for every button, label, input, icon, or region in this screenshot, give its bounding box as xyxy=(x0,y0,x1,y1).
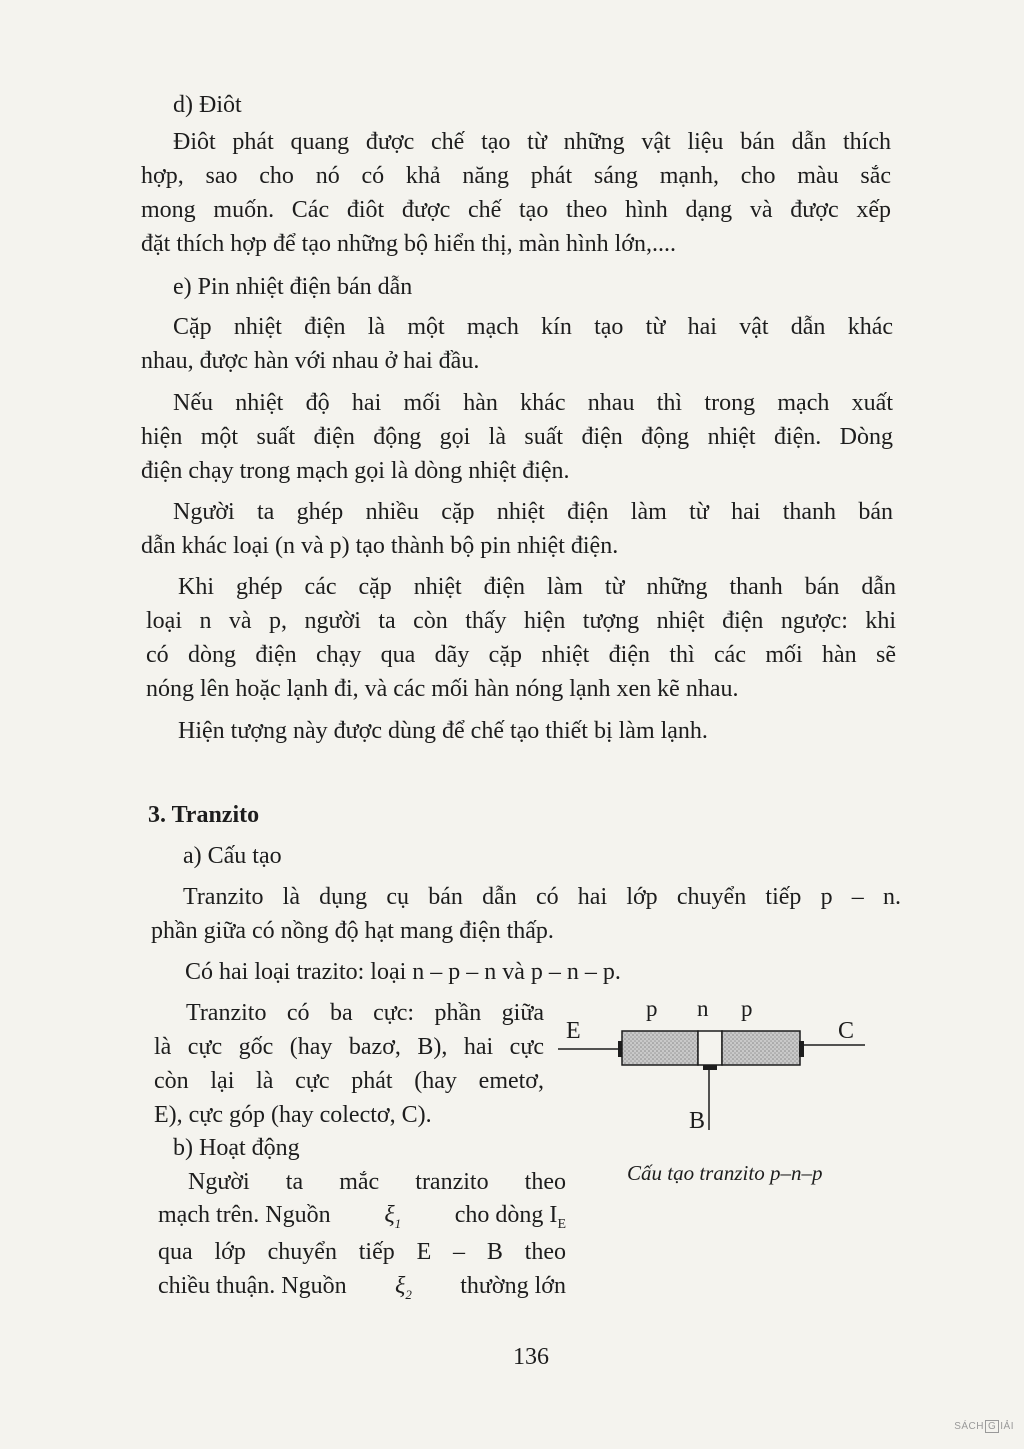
text-fragment: chiều thuận. Nguồn xyxy=(158,1273,347,1299)
paragraph-line: dẫn khác loại (n và p) tạo thành bộ pin nhiệt điện. xyxy=(141,533,619,559)
label-emitter-E: E xyxy=(566,1018,581,1044)
paragraph-line: Nếu nhiệt độ hai mối hàn khác nhau thì trong mạch xuất xyxy=(173,390,893,416)
subheading-b-hoat-dong: b) Hoạt động xyxy=(173,1135,300,1161)
publisher-logo xyxy=(954,1420,1014,1433)
paragraph-line: nhau, được hàn với nhau ở hai đầu. xyxy=(141,348,480,374)
paragraph-line: còn lại là cực phát (hay emetơ, xyxy=(154,1068,544,1094)
heading-e-pin-nhiet-dien: e) Pin nhiệt điện bán dẫn xyxy=(173,274,413,300)
heading-3-tranzito: 3. Tranzito xyxy=(148,802,260,828)
paragraph-line: Cặp nhiệt điện là một mạch kín tạo từ hai vật dẫn khác xyxy=(173,314,893,340)
paragraph-line: Khi ghép các cặp nhiệt điện làm từ những thanh bán dẫn xyxy=(178,574,896,600)
paragraph-line: E), cực góp (hay colectơ, C). xyxy=(154,1102,432,1128)
logo-text: SÁCH xyxy=(954,1421,984,1432)
text-fragment xyxy=(455,1200,566,1240)
label-n-middle: n xyxy=(697,996,709,1021)
text-fragment: thường lớn xyxy=(460,1273,566,1299)
collector-contact xyxy=(799,1041,804,1057)
paragraph-line: Tranzito là dụng cụ bán dẫn có hai lớp chuyển tiếp p – n. xyxy=(183,884,901,910)
base-contact xyxy=(703,1065,717,1070)
subscript: 1 xyxy=(394,1215,402,1231)
source-xi2-symbol xyxy=(395,1271,412,1310)
paragraph-line-with-symbol xyxy=(158,1271,566,1310)
paragraph-line: qua lớp chuyển tiếp E – B theo xyxy=(158,1239,566,1265)
subscript: 2 xyxy=(405,1286,412,1302)
paragraph-line: Người ta ghép nhiều cặp nhiệt điện làm từ hai thanh bán xyxy=(173,499,893,525)
p-region-right xyxy=(722,1031,800,1065)
paragraph-line: hợp, sao cho nó có khả năng phát sáng mạnh, cho màu sắc xyxy=(141,163,891,189)
label-base-B: B xyxy=(689,1108,706,1134)
n-region-base xyxy=(698,1031,722,1065)
text-fragment: mạch trên. Nguồn xyxy=(158,1202,331,1228)
label-p-right: p xyxy=(741,996,753,1021)
xi-symbol: ξ xyxy=(384,1202,395,1228)
heading-d-diot: d) Điôt xyxy=(173,92,242,118)
paragraph-line: loại n và p, người ta còn thấy hiện tượng nhiệt điện ngược: khi xyxy=(146,608,896,634)
subheading-a-cau-tao: a) Cấu tạo xyxy=(183,843,282,869)
transistor-pnp-diagram xyxy=(556,990,876,1140)
source-xi1-symbol xyxy=(384,1200,401,1240)
page-number: 136 xyxy=(513,1344,549,1370)
logo-box: G xyxy=(985,1420,999,1433)
paragraph-line: hiện một suất điện động gọi là suất điện động nhiệt điện. Dòng xyxy=(141,424,893,450)
paragraph-line: Người ta mắc tranzito theo xyxy=(188,1169,566,1195)
paragraph-line-with-symbol xyxy=(158,1200,566,1240)
logo-text: IẢI xyxy=(1000,1421,1014,1432)
label-collector-C: C xyxy=(838,1018,855,1044)
paragraph-line: có dòng điện chạy qua dãy cặp nhiệt điện thì các mối hàn sẽ xyxy=(146,642,896,668)
paragraph-line: Tranzito có ba cực: phần giữa xyxy=(186,1000,544,1026)
paragraph-line: điện chạy trong mạch gọi là dòng nhiệt điện. xyxy=(141,458,570,484)
label-p-left: p xyxy=(646,996,658,1021)
text-fragment: cho dòng I xyxy=(454,1202,558,1228)
paragraph-line: nóng lên hoặc lạnh đi, và các mối hàn nóng lạnh xen kẽ nhau. xyxy=(146,676,739,702)
paragraph-line: Điôt phát quang được chế tạo từ những vật liệu bán dẫn thích xyxy=(173,129,891,155)
figure-caption: Cấu tạo tranzito p–n–p xyxy=(627,1161,823,1185)
subscript: E xyxy=(557,1216,566,1232)
p-region-left xyxy=(622,1031,698,1065)
paragraph-line: Hiện tượng này được dùng để chế tạo thiết bị làm lạnh. xyxy=(178,718,708,744)
paragraph-line: đặt thích hợp để tạo những bộ hiển thị, màn hình lớn,.... xyxy=(141,231,676,257)
paragraph-line: là cực gốc (hay bazơ, B), hai cực xyxy=(154,1034,544,1060)
paragraph-line: mong muốn. Các điôt được chế tạo theo hình dạng và được xếp xyxy=(141,197,891,223)
xi-symbol: ξ xyxy=(395,1273,406,1299)
paragraph-line: Có hai loại trazito: loại n – p – n và p – n – p. xyxy=(185,959,621,985)
paragraph-line: phần giữa có nồng độ hạt mang điện thấp. xyxy=(151,918,554,944)
